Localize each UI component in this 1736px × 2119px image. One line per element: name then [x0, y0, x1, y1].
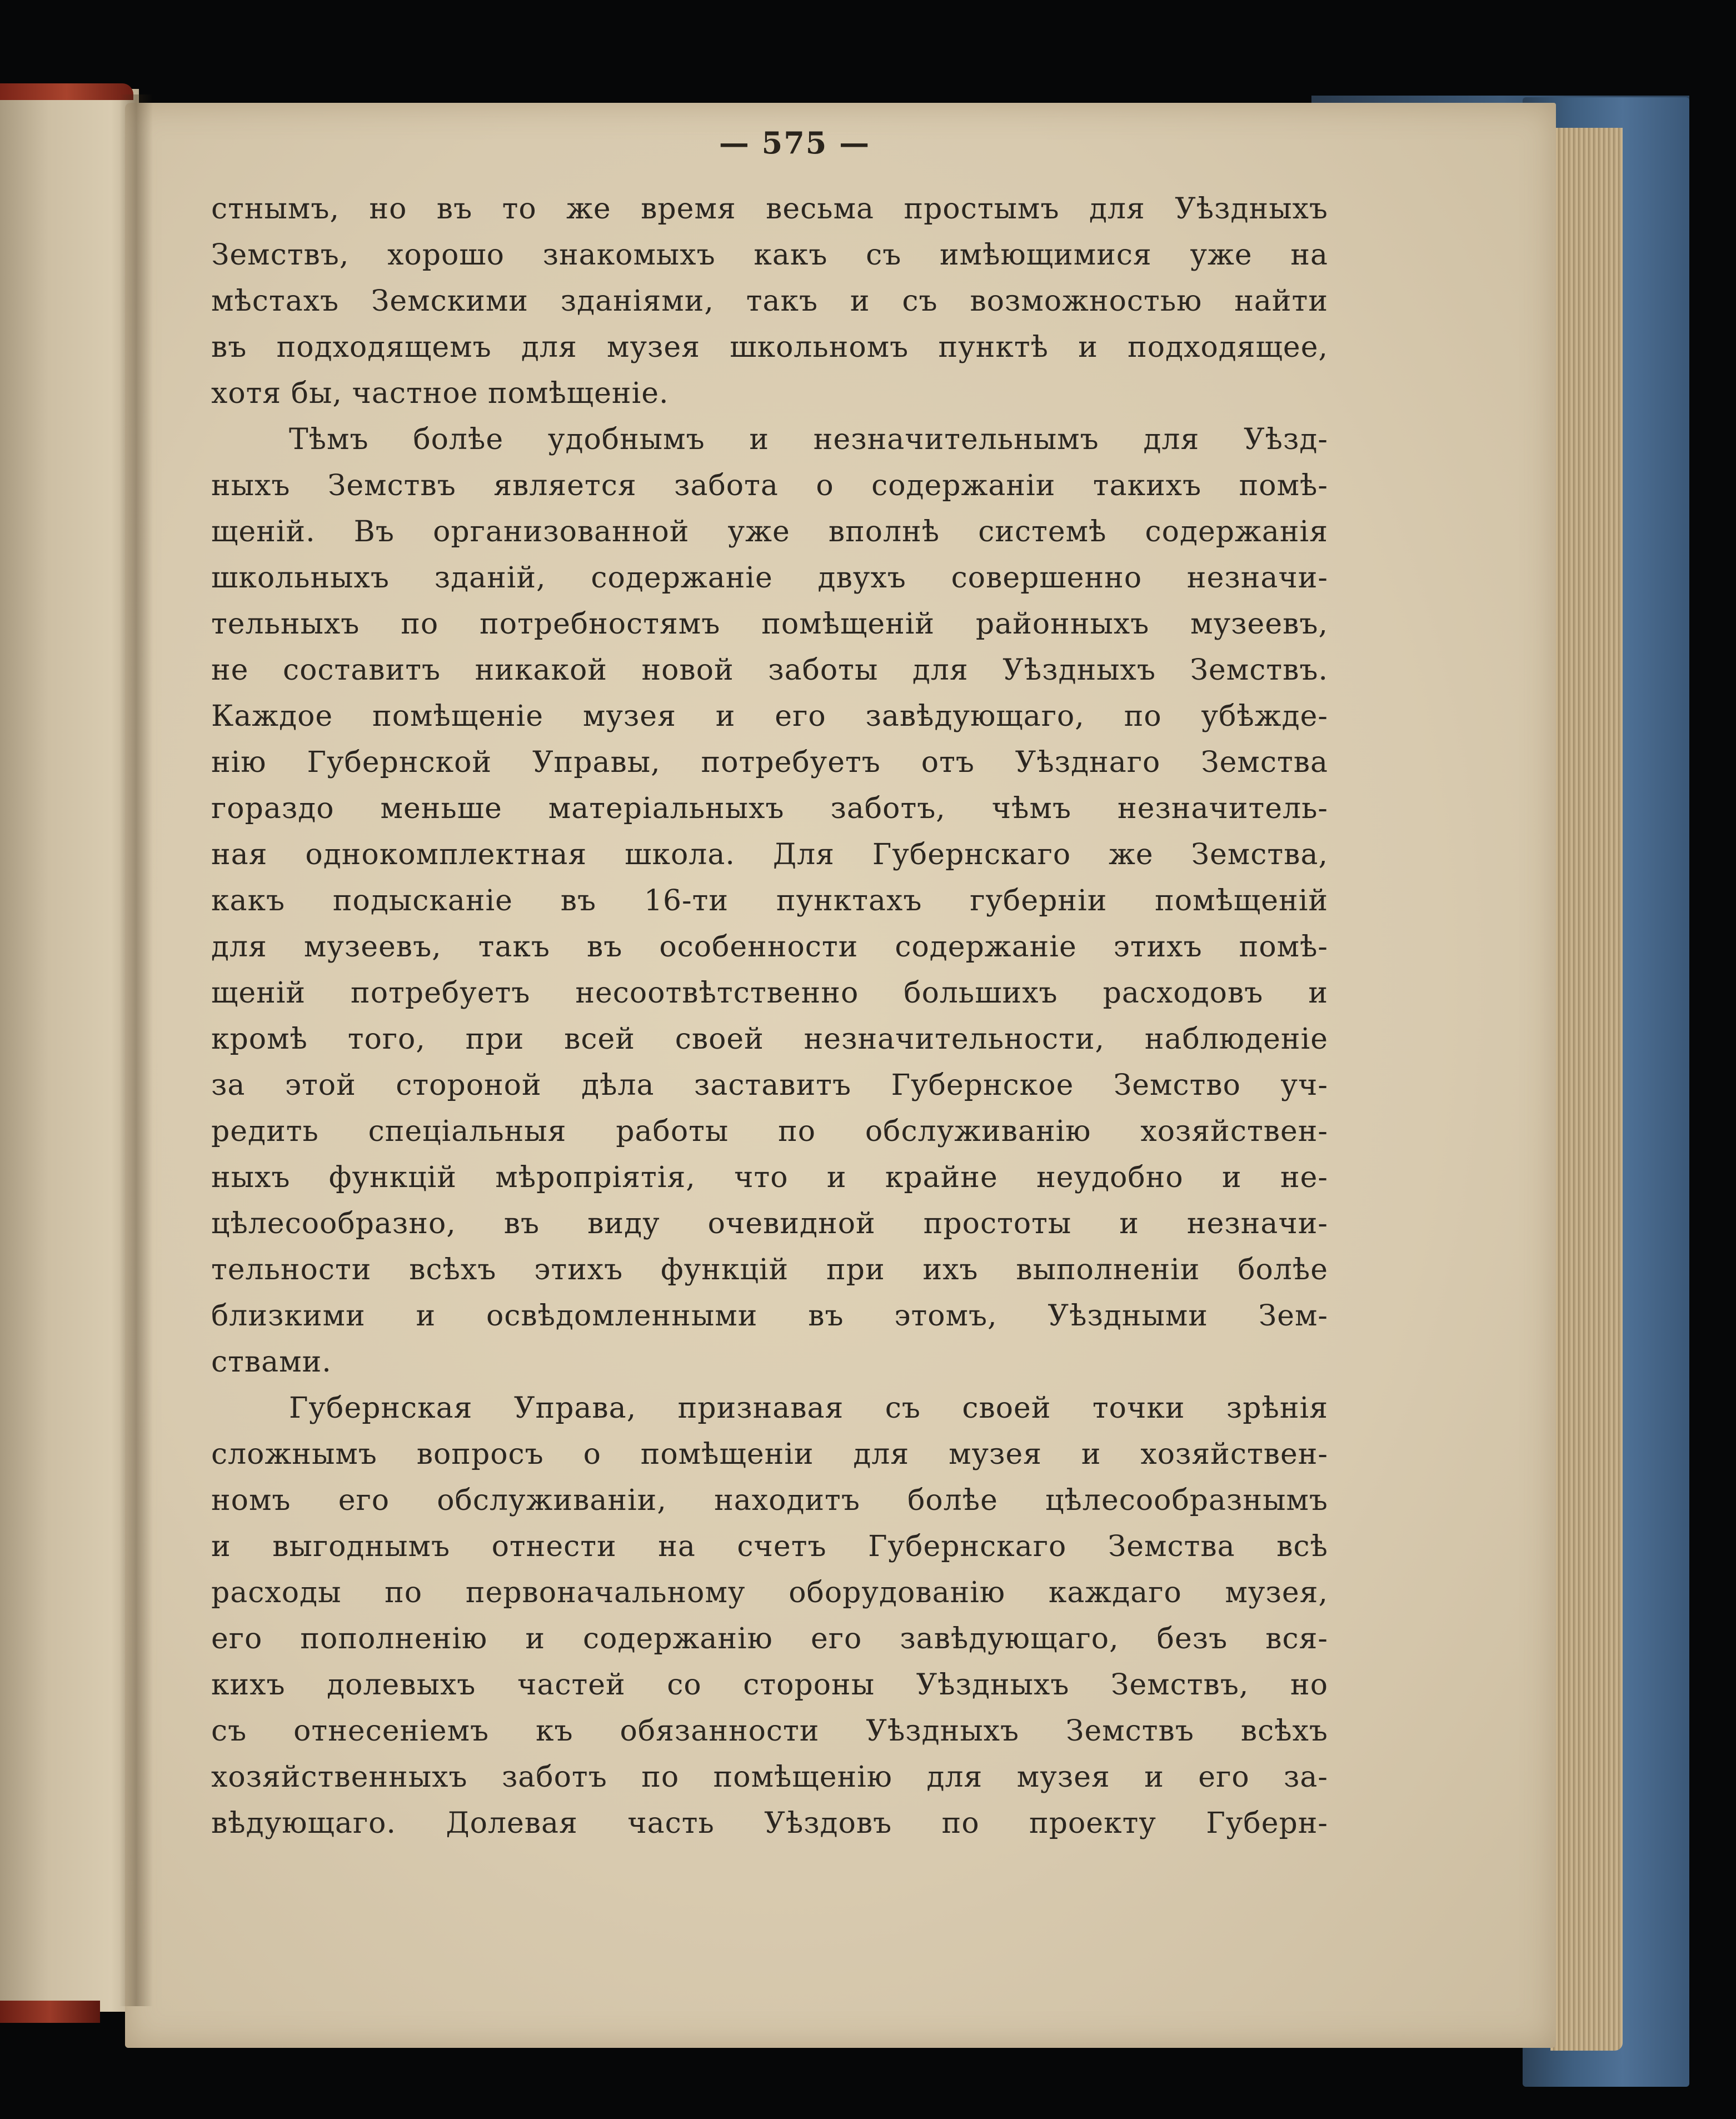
previous-page-edge [0, 89, 139, 2012]
text-line: его пополненію и содержанію его завѣдующаго, безъ вся- [211, 1622, 1328, 1656]
text-line: нію Губернской Управы, потребуетъ отъ Уѣзднаго Земства [211, 746, 1328, 779]
text-line: цѣлесообразно, въ виду очевидной простоты и незначи- [211, 1207, 1328, 1240]
text-line: Земствъ, хорошо знакомыхъ какъ съ имѣющимися уже на [211, 238, 1328, 272]
text-line: Каждое помѣщеніе музея и его завѣдующаго, по убѣжде- [211, 700, 1328, 733]
text-line: стнымъ, но въ то же время весьма простымъ для Уѣздныхъ [211, 192, 1328, 226]
text-line: за этой стороной дѣла заставитъ Губернское Земство уч- [211, 1069, 1328, 1102]
text-line: номъ его обслуживаніи, находитъ болѣе цѣлесообразнымъ [211, 1484, 1328, 1517]
text-line: вѣдующаго. Долевая часть Уѣздовъ по проекту Губерн- [211, 1807, 1328, 1840]
spine-shadow [119, 94, 153, 2006]
text-line: ствами. [211, 1345, 332, 1379]
text-line: для музеевъ, такъ въ особенности содержаніе этихъ помѣ- [211, 930, 1328, 964]
text-line: ныхъ Земствъ является забота о содержаніи такихъ помѣ- [211, 469, 1328, 502]
text-line: редить спеціальныя работы по обслуживанію хозяйствен- [211, 1115, 1328, 1148]
text-line: хотя бы, частное помѣщеніе. [211, 377, 669, 410]
text-line: мѣстахъ Земскими зданіями, такъ и съ возможностью найти [211, 285, 1328, 318]
text-line: расходы по первоначальному оборудованію каждаго музея, [211, 1576, 1328, 1609]
text-line: тельныхъ по потребностямъ помѣщеній районныхъ музеевъ, [211, 607, 1328, 641]
text-line: Тѣмъ болѣе удобнымъ и незначительнымъ для Уѣзд- [289, 423, 1328, 456]
text-line: щеній потребуетъ несоотвѣтственно большихъ расходовъ и [211, 976, 1328, 1010]
text-line: не составитъ никакой новой заботы для Уѣздныхъ Земствъ. [211, 654, 1328, 687]
text-line: съ отнесеніемъ къ обязанности Уѣздныхъ Земствъ всѣхъ [211, 1714, 1328, 1748]
left-cover-edge-top [0, 83, 133, 100]
text-line: и выгоднымъ отнести на счетъ Губернскаго Земства всѣ [211, 1530, 1328, 1563]
text-line: въ подходящемъ для музея школьномъ пунктѣ и подходящее, [211, 331, 1328, 364]
text-line: сложнымъ вопросъ о помѣщеніи для музея и хозяйствен- [211, 1438, 1328, 1471]
text-line: кихъ долевыхъ частей со стороны Уѣздныхъ Земствъ, но [211, 1668, 1328, 1702]
text-line: школьныхъ зданій, содержаніе двухъ совершенно незначи- [211, 561, 1328, 595]
text-line: тельности всѣхъ этихъ функцій при ихъ выполненіи болѣе [211, 1253, 1328, 1287]
text-line: ныхъ функцій мѣропріятія, что и крайне неудобно и не- [211, 1161, 1328, 1194]
page-text [211, 186, 1328, 1847]
text-line: гораздо меньше матеріальныхъ заботъ, чѣмъ незначитель- [211, 792, 1328, 825]
page-number: — 575 — [719, 125, 871, 161]
text-line: ная однокомплектная школа. Для Губернскаго же Земства, [211, 838, 1328, 871]
text-line: Губернская Управа, признавая съ своей точки зрѣнія [289, 1392, 1328, 1425]
stacked-page-edges [1550, 128, 1623, 2051]
text-line: какъ подысканіе въ 16-ти пунктахъ губерніи помѣщеній [211, 884, 1328, 918]
text-line: щеній. Въ организованной уже вполнѣ системѣ содержанія [211, 515, 1328, 549]
left-cover-edge-bottom [0, 2001, 100, 2023]
text-line: кромѣ того, при всей своей незначительности, наблюденіе [211, 1023, 1328, 1056]
text-line: близкими и освѣдомленными въ этомъ, Уѣздными Зем- [211, 1299, 1328, 1333]
text-line: хозяйственныхъ заботъ по помѣщенію для музея и его за- [211, 1761, 1328, 1794]
